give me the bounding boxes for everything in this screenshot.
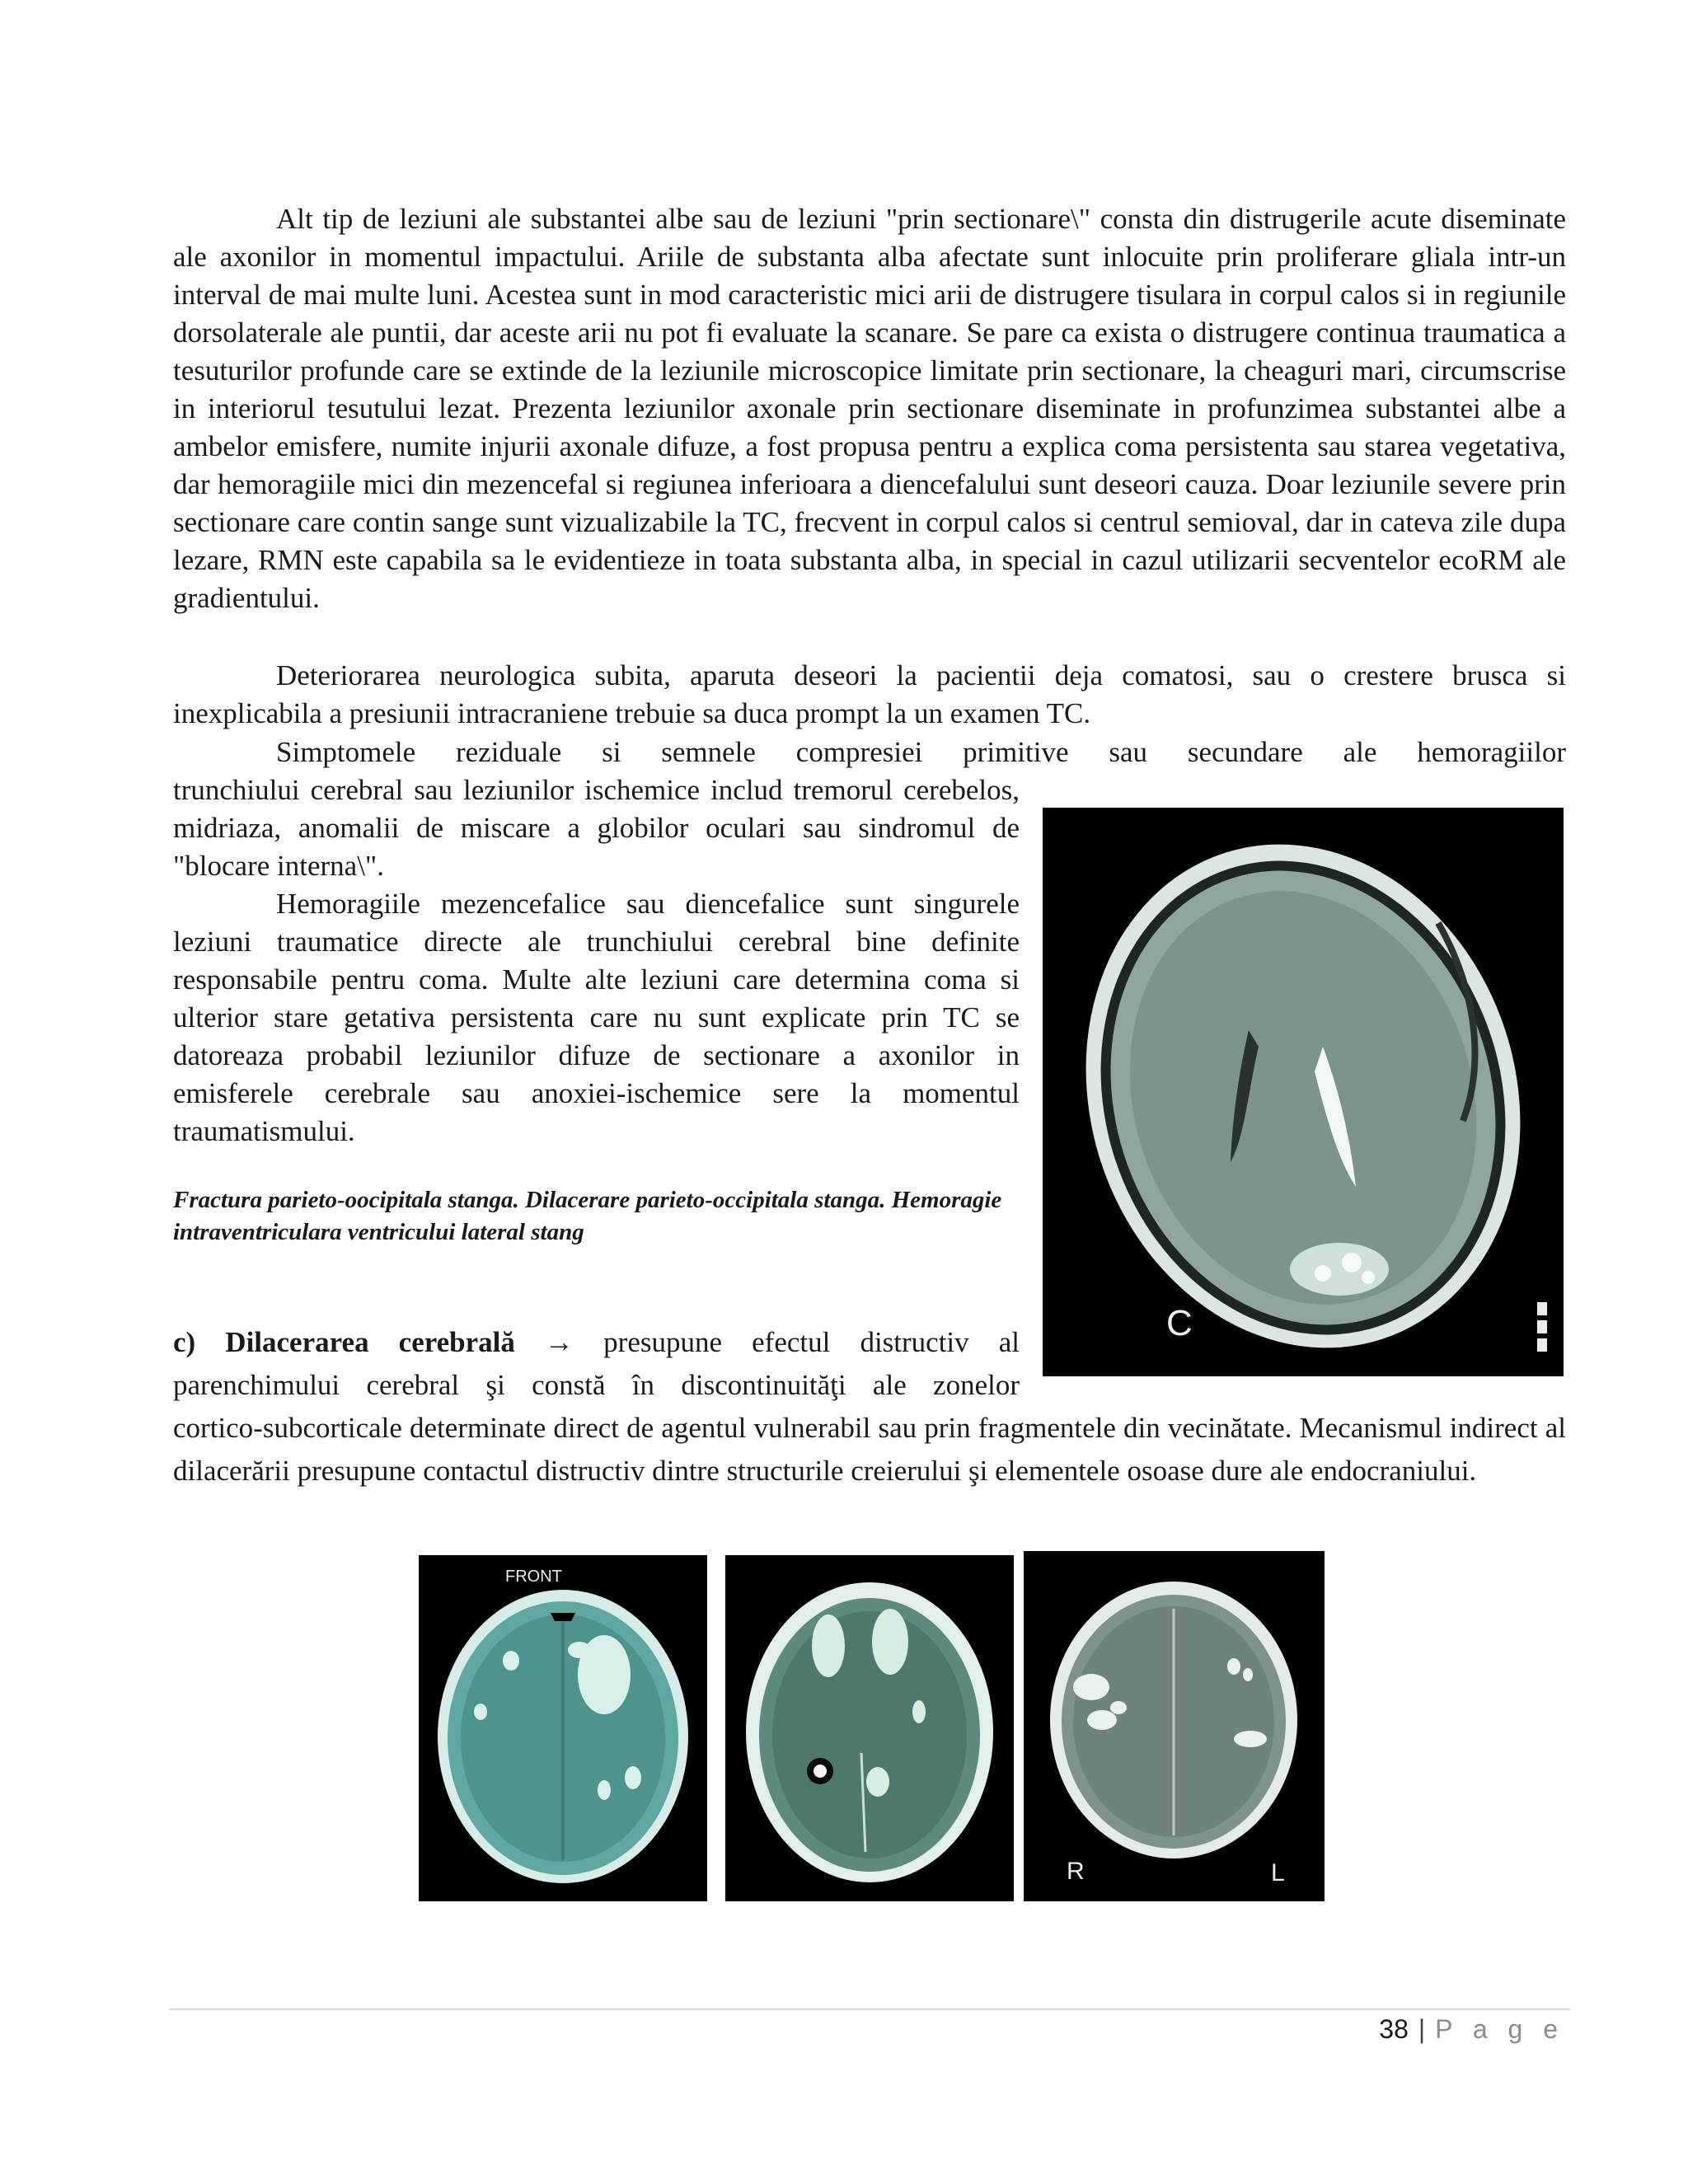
- ct-scan-image-c: [1024, 1551, 1325, 1901]
- section-heading-text: presupune efectul distructiv al parenchimului cerebral şi constă în discontinuităţi ale zonelor: [173, 1326, 1020, 1401]
- ct-c-label-left: L: [1271, 1859, 1285, 1886]
- ct-c-label-right: R: [1067, 1858, 1085, 1885]
- section-heading-title: c) Dilacerarea cerebrală: [173, 1326, 515, 1358]
- paragraph-residual-symptoms-line1: Simptomele reziduale si semnele compresiei primitive sau secundare ale hemoragiilor: [276, 736, 1566, 768]
- ct-a-label: FRONT: [505, 1568, 562, 1586]
- ct-main-label: C: [1166, 1303, 1193, 1343]
- paragraph-dilaceration: cortico-subcorticale determinate direct de agentul vulnerabil sau prin fragmentele din vecinătate. Mecanismul indirect al dilacerării presupune contactul distructiv dintre structurile creierului şi elementele osoase dure ale endocraniului.: [173, 1412, 1566, 1487]
- section-heading-dilaceration: [173, 1321, 1020, 1407]
- paragraph-residual-symptoms: trunchiului cerebral sau leziunilor ischemice includ tremorul cerebelos, midriaza, anomalii de miscare a globilor oculari sau sindromul de "blocare interna\".: [173, 774, 1020, 882]
- page-footer: [1379, 2011, 1564, 2047]
- paragraph-mesencephalic-hemorrhage: Hemoragiile mezencefalice sau diencefalice sunt singurele leziuni traumatice directe ale trunchiului cerebral bine definite responsabile pentru coma. Multe alte leziuni care determina coma si ulterior stare getativa persistenta care nu sunt explicate prin TC se datoreaza probabil leziunilor difuze de sectionare a axonilor in emisferele cerebrale sau anoxiei-ischemice sere la momentul traumatismului.: [173, 888, 1020, 1147]
- figure-caption: Fractura parieto-oocipitala stanga. Dilacerare parieto-occipitala stanga. Hemoragie intraventriculara ventricului lateral stang: [173, 1187, 1002, 1245]
- footer-divider: [169, 2008, 1570, 2010]
- footer-separator: |: [1418, 2014, 1426, 2044]
- ct-scan-main-image: [1043, 808, 1564, 1376]
- paragraph-neurologic-deterioration: Deteriorarea neurologica subita, aparuta deseori la pacientii deja comatosi, sau o crestere brusca si inexplicabila a presiunii intracraniene trebuie sa duca prompt la un examen TC.: [173, 659, 1566, 729]
- ct-scan-image-b: [725, 1555, 1014, 1901]
- page-word: P a g e: [1435, 2014, 1564, 2044]
- page-number: 38: [1379, 2014, 1409, 2044]
- ct-scan-image-a: [419, 1555, 707, 1901]
- arrow-icon: →: [545, 1326, 574, 1358]
- paragraph-white-matter-lesions: Alt tip de leziuni ale substantei albe sau de leziuni "prin sectionare\" consta din distrugerile acute diseminate ale axonilor in momentul impactului. Ariile de substanta alba afectate sunt inlocuite prin proliferare gliala intr-un interval de mai multe luni. Acestea sunt in mod caracteristic mici arii de distrugere tisulara in corpul calos si in regiunile dorsolaterale ale puntii, dar aceste arii nu pot fi evaluate la scanare. Se pare ca exista o distrugere continua traumatica a tesuturilor profunde care se extinde de la leziunile microscopice limitate prin sectionare, la cheaguri mari, circumscrise in interiorul tesutului lezat. Prezenta leziunilor axonale prin sectionare diseminate in profunzimea substantei albe a ambelor emisfere, numite injurii axonale difuze, a fost propusa pentru a explica coma persistenta sau starea vegetativa, dar hemoragiile mici din mezencefal si regiunea inferioara a diencefalului sunt deseori cauza. Doar leziunile severe prin sectionare care contin sange sunt vizualizabile la TC, frecvent in corpul calos si centrul semioval, dar in cateva zile dupa lezare, RMN este capabila sa le evidentieze in toata substanta alba, in special in cazul utilizarii secventelor ecoRM ale gradientului.: [173, 203, 1566, 614]
